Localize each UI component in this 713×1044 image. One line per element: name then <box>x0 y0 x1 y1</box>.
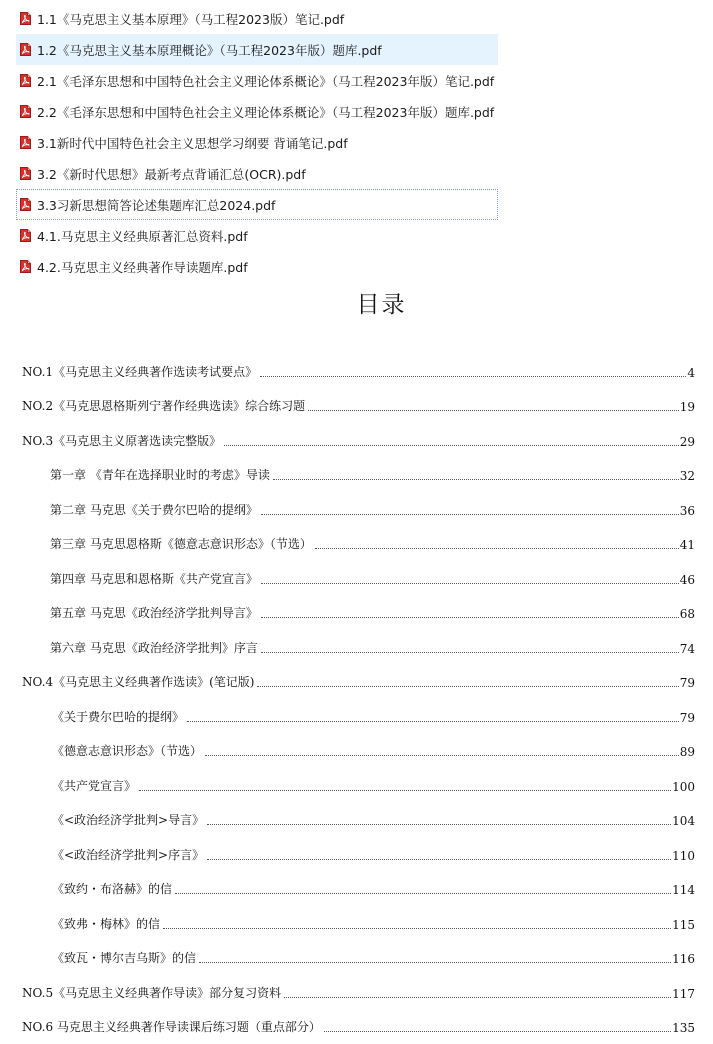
toc-page-number: 79 <box>679 676 695 690</box>
toc-page-number: 41 <box>679 538 695 552</box>
file-list-item[interactable] <box>16 96 498 127</box>
toc-entry[interactable] <box>22 489 695 524</box>
pdf-file-icon <box>20 43 31 56</box>
toc-page-number: 114 <box>672 883 695 897</box>
toc-entry[interactable] <box>22 420 695 455</box>
toc-leader-dots <box>199 962 671 963</box>
file-name-label: 4.1.马克思主义经典原著汇总资料.pdf <box>37 228 248 244</box>
toc-entry[interactable] <box>22 938 695 973</box>
toc-page-number: 110 <box>672 848 695 863</box>
file-list-item[interactable] <box>16 251 498 282</box>
toc-entry-label: 第五章 马克思《政治经济学批判导言》 <box>50 606 258 620</box>
toc-title: 目录 <box>356 292 407 318</box>
toc-entry[interactable] <box>22 351 695 386</box>
toc-page-number: 74 <box>679 641 695 656</box>
toc-entry-label: 第二章 马克思《关于费尔巴哈的提纲》 <box>50 502 258 517</box>
file-name-label: 3.1新时代中国特色社会主义思想学习纲要 背诵笔记.pdf <box>37 135 348 151</box>
toc-leader-dots <box>273 479 679 480</box>
toc-entry[interactable] <box>22 696 695 731</box>
toc-page-number: 89 <box>679 745 695 759</box>
pdf-file-icon <box>20 260 31 273</box>
pdf-file-icon <box>20 74 31 87</box>
file-list <box>16 3 498 282</box>
toc-page-number: 104 <box>672 814 695 828</box>
toc-entry-label: 《致弗・梅林》的信 <box>52 916 161 931</box>
toc-entry-label: 第六章 马克思《政治经济学批判》序言 <box>50 640 258 655</box>
toc-leader-dots <box>207 859 671 860</box>
toc-leader-dots <box>205 755 679 756</box>
pdf-file-icon <box>20 12 31 25</box>
toc-leader-dots <box>207 824 671 825</box>
toc-entry[interactable] <box>22 869 695 904</box>
toc-leader-dots <box>163 928 671 929</box>
pdf-file-icon <box>20 105 31 118</box>
toc-page-number: 100 <box>672 779 695 794</box>
file-name-label: 2.1《毛泽东思想和中国特色社会主义理论体系概论》（马工程2023年版）笔记.pdf <box>37 73 495 89</box>
file-list-item[interactable] <box>16 34 498 65</box>
file-list-item[interactable] <box>16 158 498 189</box>
table-of-contents <box>22 351 695 1041</box>
toc-leader-dots <box>187 721 679 722</box>
toc-leader-dots <box>175 893 671 894</box>
toc-leader-dots <box>261 652 679 653</box>
file-list-item[interactable] <box>16 65 498 96</box>
toc-entry-label: 第一章 《青年在选择职业时的考虑》导读 <box>50 468 270 482</box>
toc-entry[interactable] <box>22 731 695 766</box>
toc-page-number: 19 <box>679 400 695 414</box>
toc-entry[interactable] <box>22 834 695 869</box>
pdf-file-icon <box>20 198 31 211</box>
toc-page-number: 29 <box>679 434 695 449</box>
file-name-label: 2.2《毛泽东思想和中国特色社会主义理论体系概论》（马工程2023年版）题库.pdf <box>37 104 495 120</box>
toc-entry-label: NO.6 马克思主义经典著作导读课后练习题（重点部分） <box>22 1020 321 1034</box>
pdf-file-icon <box>20 229 31 242</box>
toc-leader-dots <box>139 790 671 791</box>
toc-entry-label: 《关于费尔巴哈的提纲》 <box>52 709 185 724</box>
toc-entry-label: 第三章 马克思恩格斯《德意志意识形态》（节选） <box>50 537 312 551</box>
toc-entry[interactable] <box>22 524 695 559</box>
toc-entry[interactable] <box>22 593 695 628</box>
toc-entry-label: 第四章 马克思和恩格斯《共产党宣言》 <box>50 571 258 586</box>
file-list-item[interactable] <box>16 3 498 34</box>
toc-leader-dots <box>261 514 679 515</box>
file-name-label: 3.2《新时代思想》最新考点背诵汇总(OCR).pdf <box>37 166 306 182</box>
toc-page-number: 36 <box>679 503 695 518</box>
pdf-file-icon <box>20 167 31 180</box>
toc-entry-label: NO.4《马克思主义经典著作选读》(笔记版) <box>22 675 255 689</box>
toc-leader-dots <box>324 1031 671 1032</box>
toc-entry[interactable] <box>22 558 695 593</box>
file-name-label: 1.1《马克思主义基本原理》（马工程2023版）笔记.pdf <box>37 11 345 27</box>
toc-leader-dots <box>261 617 679 618</box>
toc-entry[interactable] <box>22 455 695 490</box>
toc-entry-label: 《致瓦・博尔吉乌斯》的信 <box>52 951 197 965</box>
toc-entry[interactable] <box>22 903 695 938</box>
file-list-item[interactable] <box>16 189 498 220</box>
toc-entry-label: 《共产党宣言》 <box>52 778 137 793</box>
toc-entry-label: NO.3《马克思主义原著选读完整版》 <box>22 433 222 448</box>
toc-entry-label: NO.2《马克思恩格斯列宁著作经典选读》综合练习题 <box>22 399 306 413</box>
toc-leader-dots <box>261 583 679 584</box>
file-name-label: 1.2《马克思主义基本原理概论》（马工程2023年版）题库.pdf <box>37 42 382 58</box>
toc-page-number: 115 <box>672 917 695 932</box>
file-list-item[interactable] <box>16 220 498 251</box>
file-name-label: 4.2.马克思主义经典著作导读题库.pdf <box>37 259 248 275</box>
toc-entry-label: 《<政治经济学批判>序言》 <box>52 847 205 862</box>
toc-leader-dots <box>315 548 679 549</box>
toc-entry-label: NO.1《马克思主义经典著作选读考试要点》 <box>22 364 258 379</box>
toc-entry[interactable] <box>22 386 695 421</box>
file-name-label: 3.3习新思想简答论述集题库汇总2024.pdf <box>37 197 276 213</box>
toc-leader-dots <box>260 376 686 377</box>
toc-page-number: 116 <box>672 952 695 966</box>
toc-entry[interactable] <box>22 627 695 662</box>
toc-page-number: 79 <box>679 710 695 725</box>
toc-page-number: 135 <box>672 1021 695 1035</box>
toc-entry-label: 《致约・布洛赫》的信 <box>52 882 173 896</box>
toc-page-number: 46 <box>679 572 695 587</box>
toc-leader-dots <box>284 997 671 998</box>
toc-page-number: 68 <box>679 607 695 621</box>
toc-leader-dots <box>257 686 678 687</box>
toc-entry-label: 《<政治经济学批判>导言》 <box>52 813 205 827</box>
toc-entry-label: 《德意志意识形态》（节选） <box>52 744 203 758</box>
pdf-file-icon <box>20 136 31 149</box>
toc-page-number: 32 <box>679 469 695 483</box>
toc-entry[interactable] <box>22 1007 695 1042</box>
file-list-item[interactable] <box>16 127 498 158</box>
toc-entry[interactable] <box>22 765 695 800</box>
toc-leader-dots <box>224 445 679 446</box>
toc-entry[interactable] <box>22 662 695 697</box>
toc-entry-label: NO.5《马克思主义经典著作导读》部分复习资料 <box>22 985 282 1000</box>
toc-entry[interactable] <box>22 800 695 835</box>
toc-leader-dots <box>308 410 679 411</box>
toc-page-number: 4 <box>687 365 695 380</box>
toc-page-number: 117 <box>672 986 695 1001</box>
toc-entry[interactable] <box>22 972 695 1007</box>
